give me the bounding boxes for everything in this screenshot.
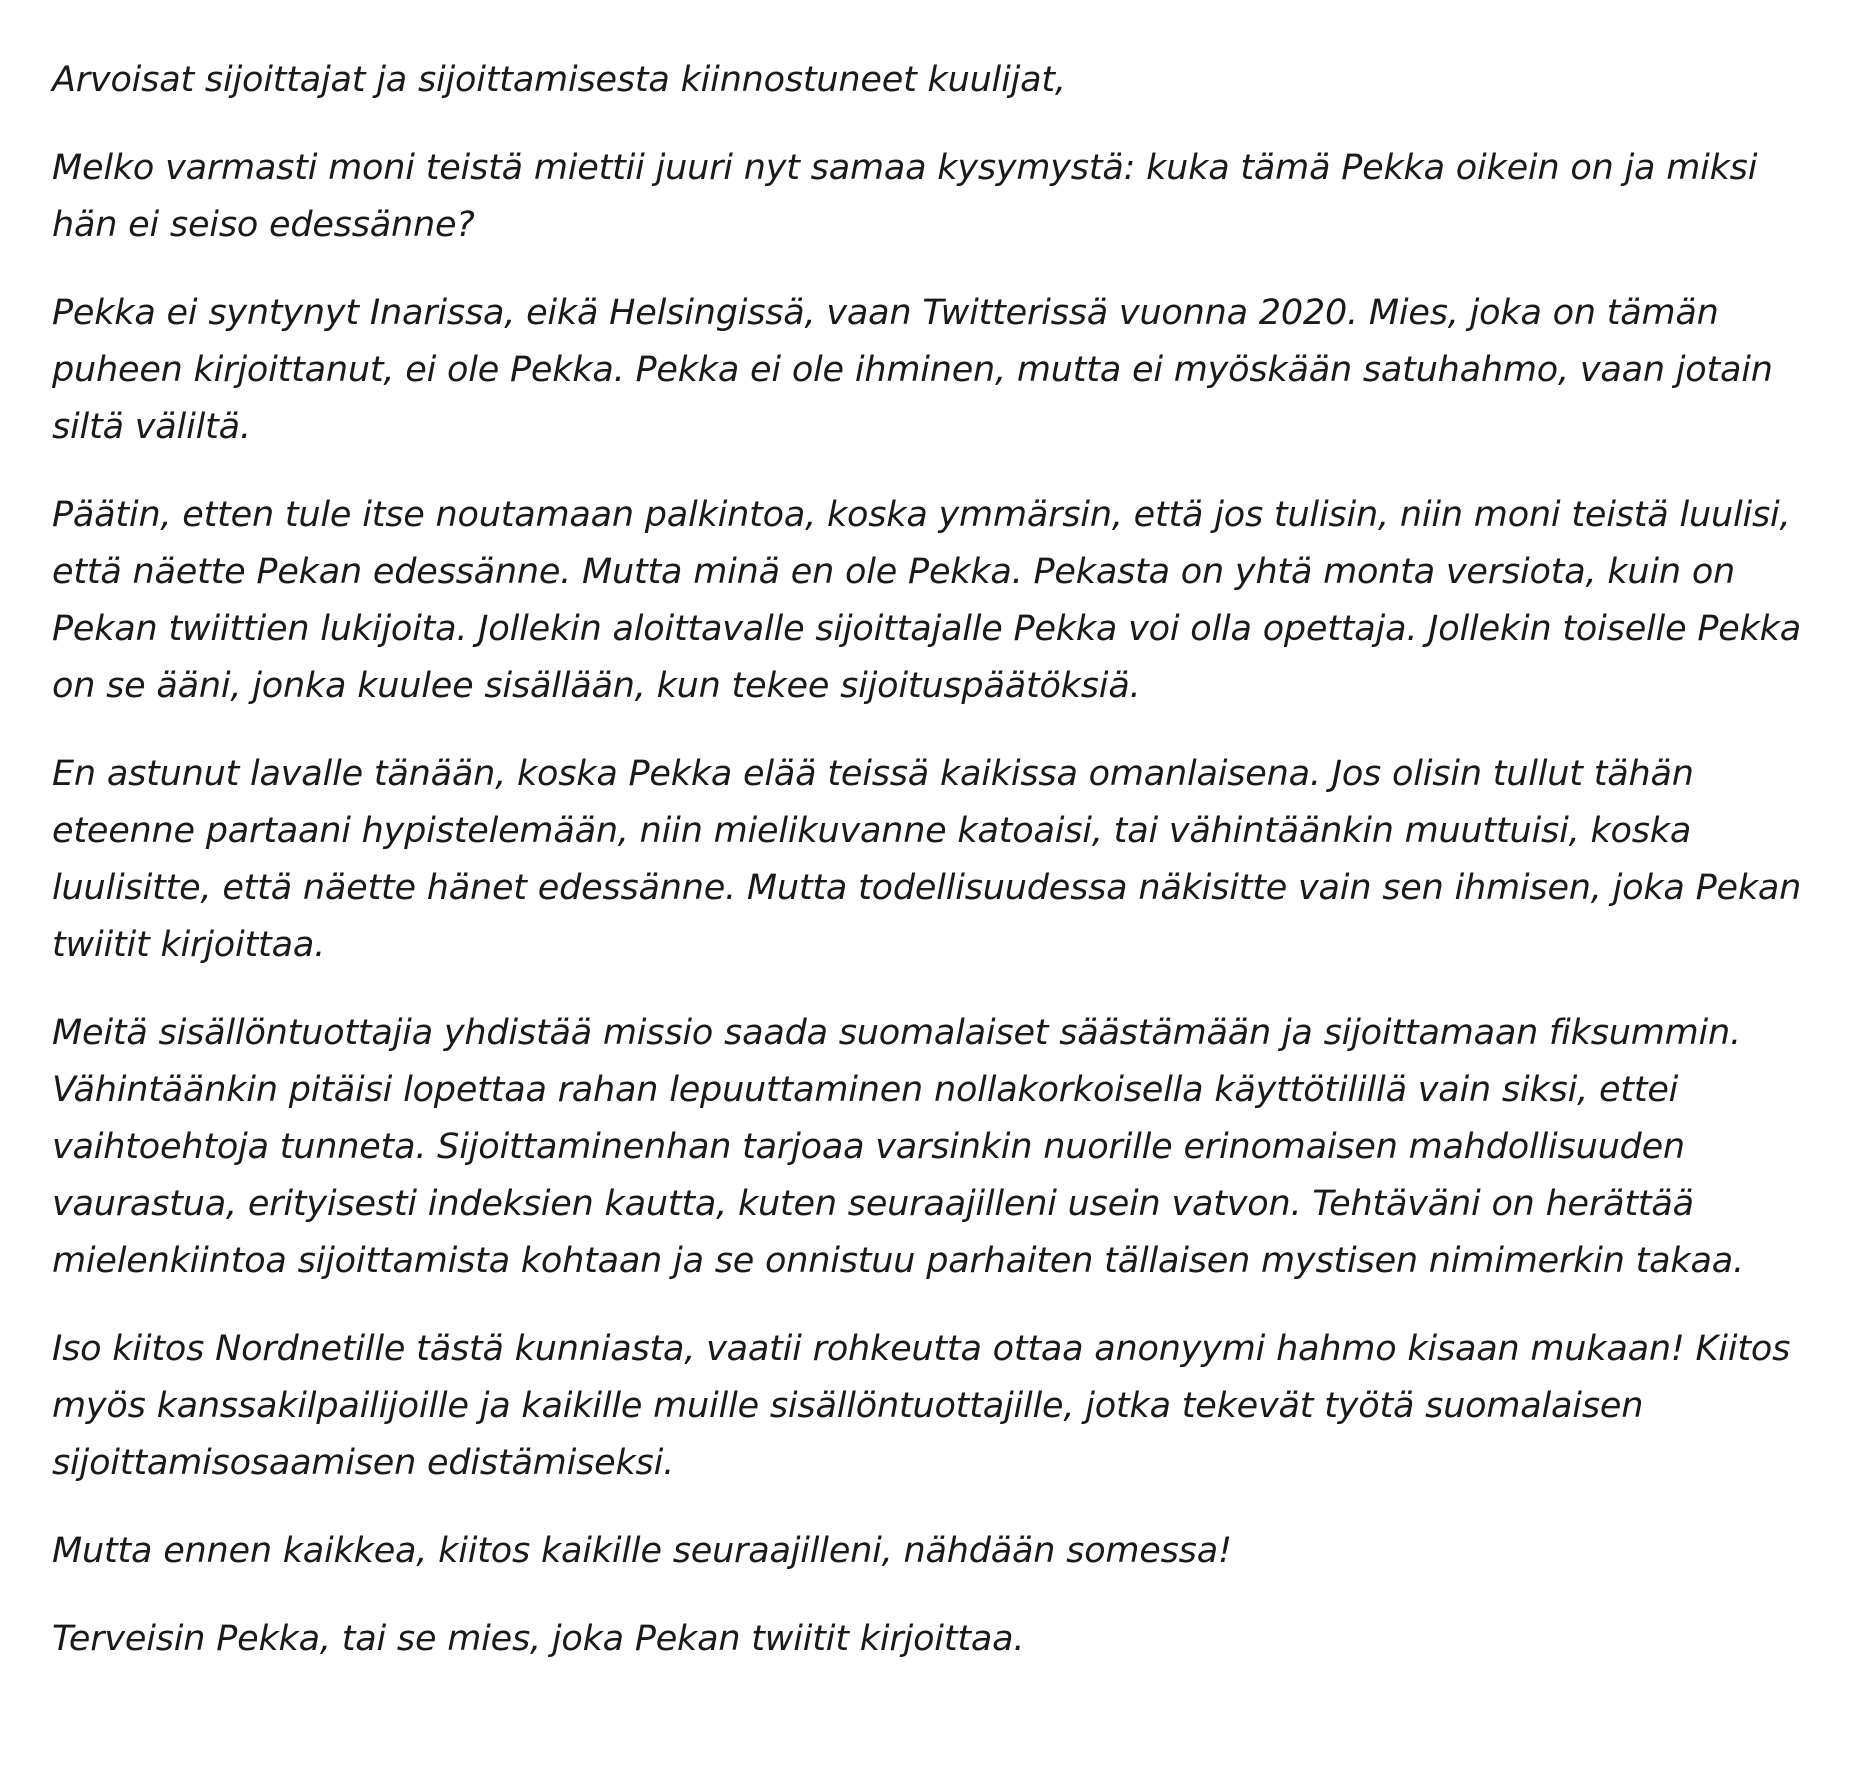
followers-paragraph: Mutta ennen kaikkea, kiitos kaikille seuraajilleni, nähdään somessa! [52,1531,1232,1571]
stage-paragraph: En astunut lavalle tänään, koska Pekka elää teissä kaikissa omanlaisena. Jos olisin tullut tähän eteenne partaani hypistelemään, niin mielikuvanne katoaisi, tai vähintäänkin muuttuisi, koska luulisitte, että näette hänet edessänne. Mutta todellisuudessa näkisitte vain sen ihmisen, joka Pekan twiitit kirjoittaa. [52,754,1802,965]
greeting-paragraph: Arvoisat sijoittajat ja sijoittamisesta kiinnostuneet kuulijat, [52,60,1066,100]
decision-paragraph: Päätin, etten tule itse noutamaan palkintoa, koska ymmärsin, että jos tulisin, niin moni teistä luulisi, että näette Pekan edessänne. Mutta minä en ole Pekka. Pekasta on yhtä monta versiota, kuin on Pekan twiittien lukijoita. Jollekin aloittavalle sijoittajalle Pekka voi olla opettaja. Jollekin toiselle Pekka on se ääni, jonka kuulee sisällään, kun tekee sijoituspäätöksiä. [52,495,1801,706]
mission-paragraph: Meitä sisällöntuottajia yhdistää missio saada suomalaiset säästämään ja sijoittamaan fiksummin. Vähintäänkin pitäisi lopettaa rahan lepuuttaminen nollakorkoisella käyttötilillä vain siksi, ettei vaihtoehtoja tunneta. Sijoittaminenhan tarjoaa varsinkin nuorille erinomaisen mahdollisuuden vaurastua, erityisesti indeksien kautta, kuten seuraajilleni usein vatvon. Tehtäväni on herättää mielenkiintoa sijoittamista kohtaan ja se onnistuu parhaiten tällaisen mystisen nimimerkin takaa. [52,1013,1744,1281]
signature-paragraph: Terveisin Pekka, tai se mies, joka Pekan twiitit kirjoittaa. [52,1619,1025,1659]
thanks-paragraph: Iso kiitos Nordnetille tästä kunniasta, vaatii rohkeutta ottaa anonyymi hahmo kisaan mukaan! Kiitos myös kanssakilpailijoille ja kaikille muille sisällöntuottajille, jotka tekevät työtä suomalaisen sijoittamisosaamisen edistämiseksi. [52,1329,1791,1483]
question-paragraph: Melko varmasti moni teistä miettii juuri nyt samaa kysymystä: kuka tämä Pekka oikein on ja miksi hän ei seiso edessänne? [52,148,1758,245]
origin-paragraph: Pekka ei syntynyt Inarissa, eikä Helsingissä, vaan Twitterissä vuonna 2020. Mies, joka on tämän puheen kirjoittanut, ei ole Pekka. Pekka ei ole ihminen, mutta ei myöskään satuhahmo, vaan jotain siltä väliltä. [52,293,1773,447]
